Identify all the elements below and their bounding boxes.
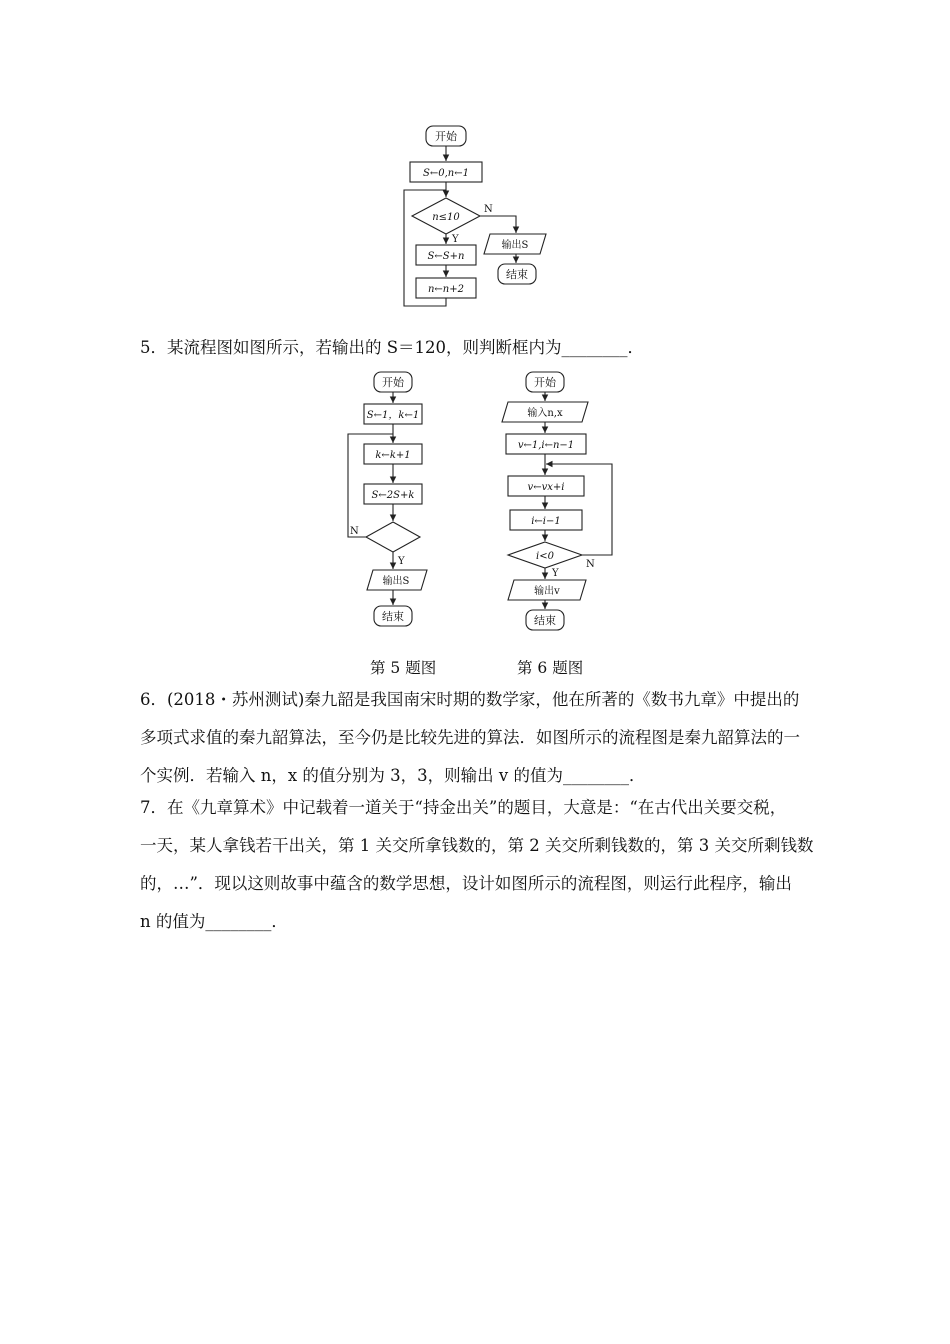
- yes-label: Y: [552, 568, 559, 579]
- condition-label: n≤10: [432, 212, 460, 223]
- question-6-line-1: 6．(2018・苏州测试)秦九韶是我国南宋时期的数学家，他在所著的《数书九章》中提出的: [140, 690, 800, 709]
- flowchart-top: [380, 118, 560, 314]
- question-7-line-4: n 的值为________．: [140, 912, 288, 931]
- question-7-line-3: 的，…”．现以这则故事中蕴含的数学思想，设计如图所示的流程图，则运行此程序，输出: [140, 874, 792, 893]
- question-6-line-2: 多项式求值的秦九韶算法，至今仍是比较先进的算法．如图所示的流程图是秦九韶算法的一: [140, 728, 800, 747]
- no-label: N: [586, 559, 595, 570]
- init-label: v←1,i←n−1: [517, 440, 575, 451]
- output-label: 输出S: [501, 240, 529, 251]
- condition-label: i<0: [536, 551, 554, 562]
- step1-label: k←k+1: [375, 450, 411, 461]
- start-label: 开始: [534, 376, 556, 389]
- output-label: 输出S: [382, 576, 410, 587]
- caption-figure-5: 第 5 题图: [370, 659, 437, 677]
- end-label: 结束: [506, 268, 528, 281]
- no-label: N: [484, 204, 493, 215]
- flowchart-q5: [330, 364, 470, 632]
- question-7-line-1: 7．在《九章算术》中记载着一道关于“持金出关”的题目，大意是：“在古代出关要交税，: [140, 798, 787, 817]
- start-label: 开始: [435, 130, 457, 143]
- init-label: S←0,n←1: [423, 168, 469, 179]
- no-label: N: [350, 526, 359, 537]
- end-label: 结束: [534, 614, 556, 627]
- step1-label: S←S+n: [427, 251, 465, 262]
- yes-label: Y: [398, 556, 405, 567]
- start-label: 开始: [382, 376, 404, 389]
- caption-figure-6: 第 6 题图: [517, 659, 584, 677]
- question-5: 5．某流程图如图所示，若输出的 S＝120，则判断框内为________．: [140, 338, 645, 357]
- question-7-line-2: 一天，某人拿钱若干出关，第 1 关交所拿钱数的，第 2 关交所剩钱数的，第 3 关交所剩钱数: [140, 836, 814, 855]
- flowchart-q6: [496, 364, 626, 636]
- step1-label: v←vx+i: [527, 482, 565, 493]
- output-label: 输出v: [534, 586, 560, 597]
- step2-label: i←i−1: [531, 516, 561, 527]
- question-6-line-3: 个实例．若输入 n，x 的值分别为 3，3，则输出 v 的值为________．: [140, 766, 646, 785]
- step2-label: n←n+2: [427, 284, 465, 295]
- input-label: 输入n,x: [527, 408, 563, 419]
- yes-label: Y: [452, 234, 459, 245]
- step2-label: S←2S+k: [371, 490, 415, 501]
- end-label: 结束: [382, 610, 404, 623]
- init-label: S←1，k←1: [366, 410, 420, 421]
